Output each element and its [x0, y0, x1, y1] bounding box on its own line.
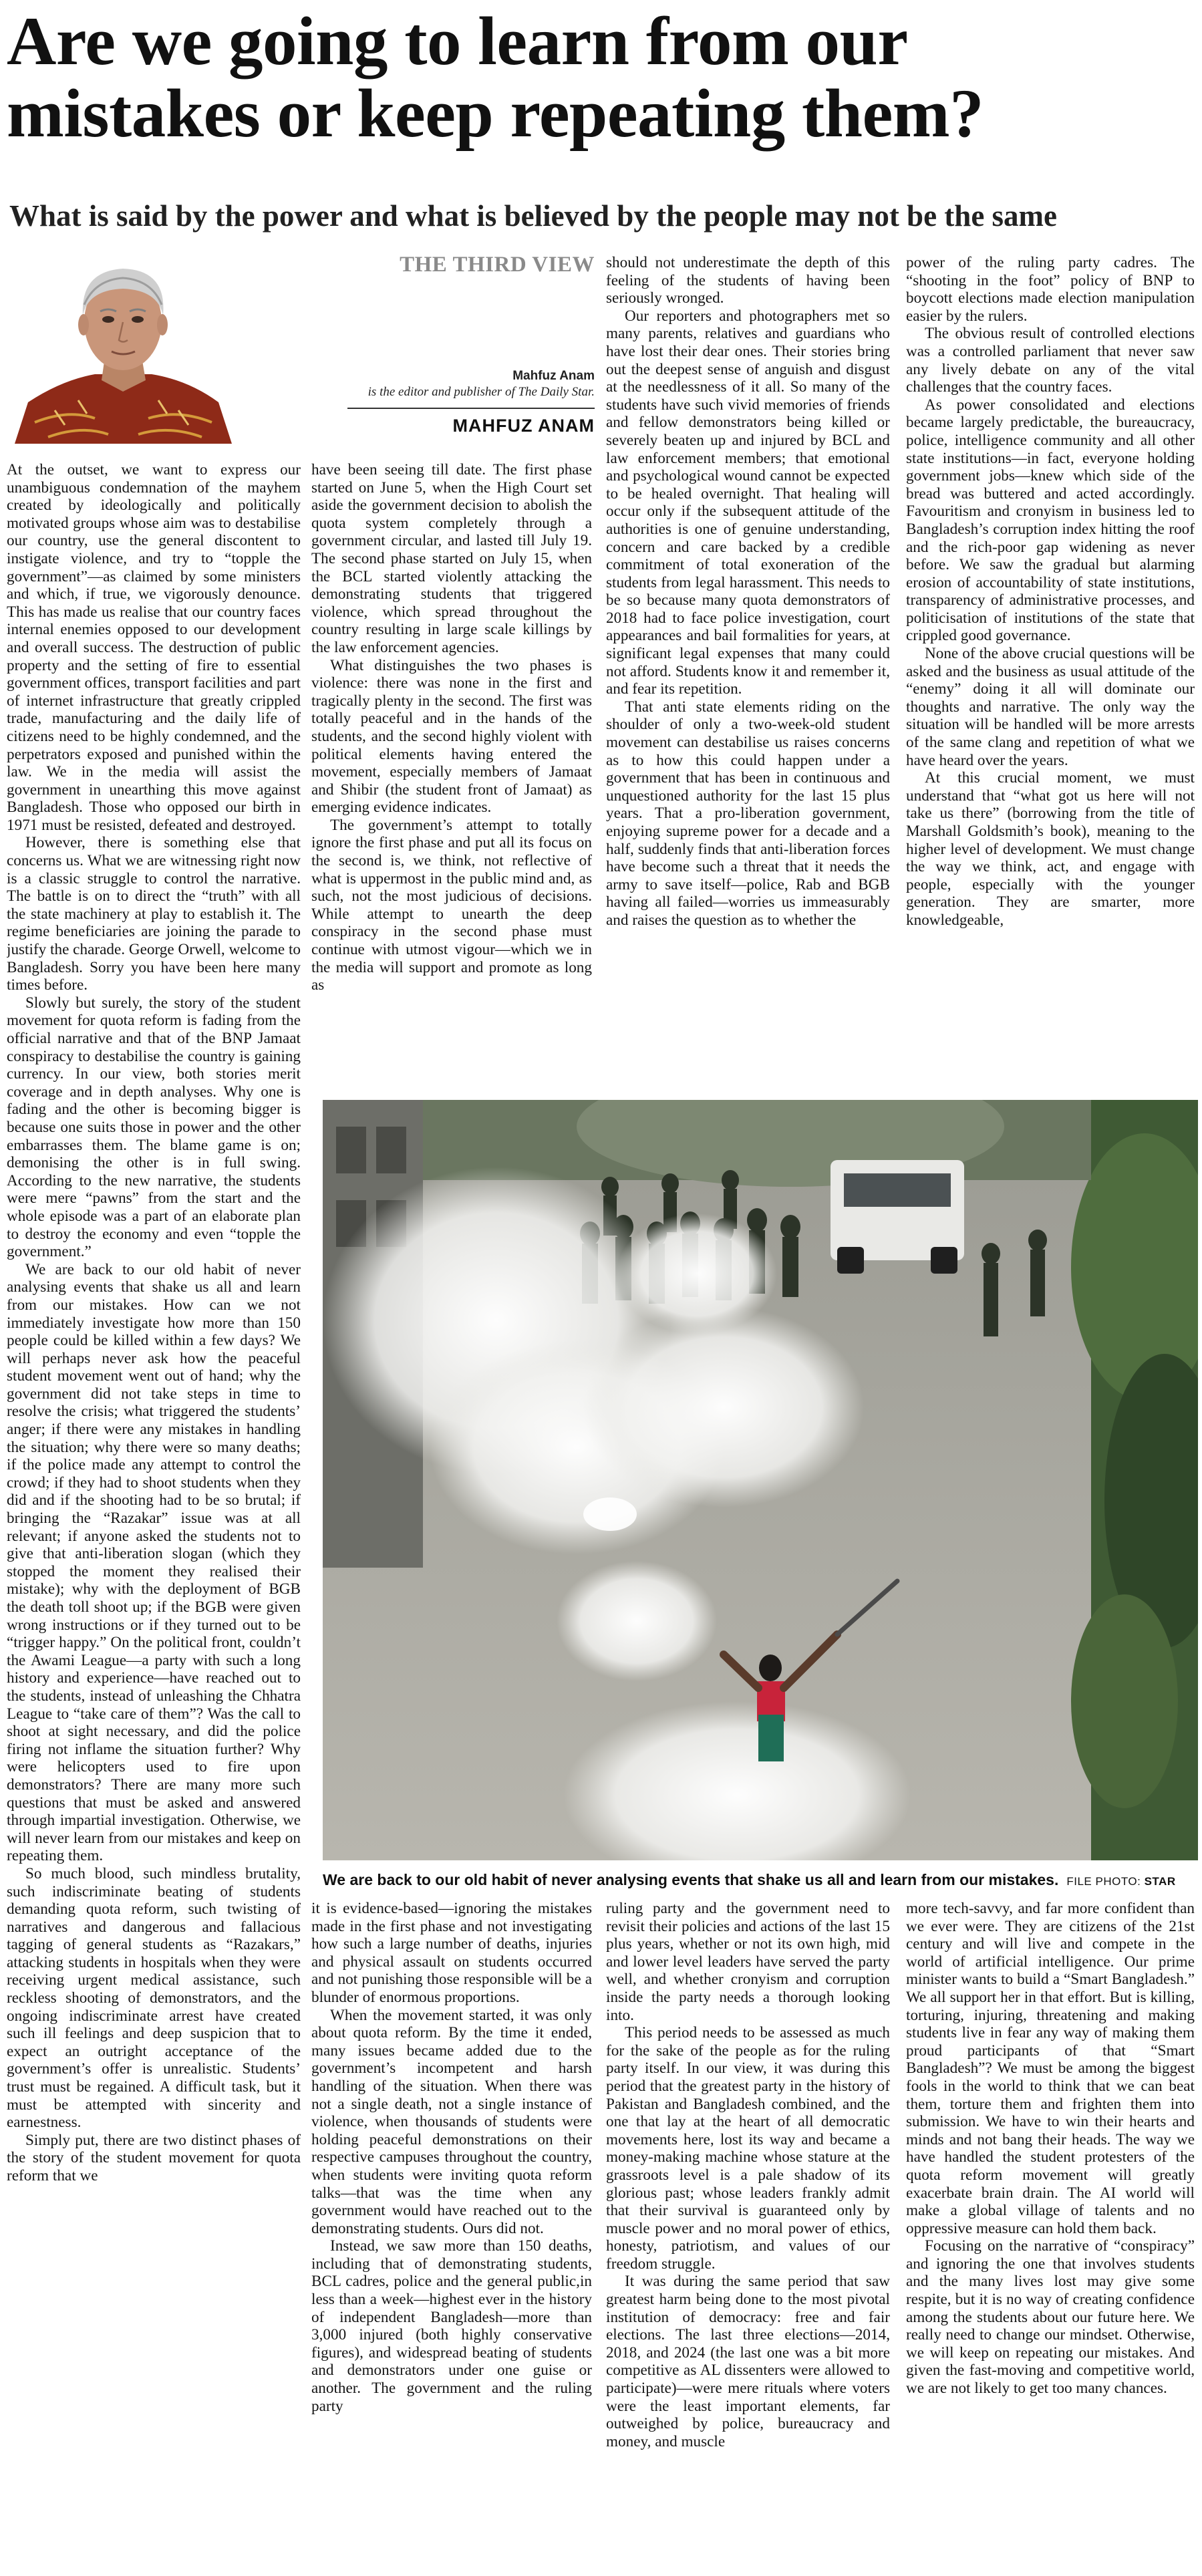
paragraph: ruling party and the government need to revisit their policies and actions of the last 15 plus years, whether or not its own high, mid and lower level leaders have served the party well, and whether cronyism and corruption inside the party needs a thorough looking into.	[606, 1900, 890, 2024]
paragraph: As power consolidated and elections became largely predictable, the bureaucracy, police, intelligence community and all other state institutions—in fact, everyone holding government jobs—knew which side of the bread was buttered and acted accordingly. Favouritism and cronyism in business led to Bangladesh’s corruption index hitting the roof and the rich-poor gap widening as never before. We saw the gradual but alarming erosion of accountability of state institutions, transparency of administrative processes, and politicisation of institutions of the state that crippled good governance.	[906, 396, 1195, 645]
paragraph: That anti state elements riding on the shoulder of only a two-week-old student movement can destabilise us raises concerns as to how this could happen under a government that has been in continuous and unquestioned authority for the last 15 plus years. That a pro-liberation government, enjoying supreme power for a decade and a half, suddenly finds that anti-liberation forces have become such a threat that it needs the army to save itself—police, Rab and BGB having all failed—worries us immeasurably and raises the question as to whether the	[606, 698, 890, 929]
article-column-7	[906, 1900, 1195, 2571]
article-column-3	[606, 254, 890, 1096]
article-column-1	[7, 461, 301, 2571]
paragraph: Instead, we saw more than 150 deaths, including that of demonstrating students, BCL cadres, police and the general public,in less than a week—highest ever in the history of independent Bangladesh—more than 3,000 injured (both highly conservative figures), and widespread beating of students and demonstrators under one guise or another. The government and the ruling party	[311, 2237, 592, 2415]
headline-line-2: mistakes or keep repeating them?	[7, 76, 984, 152]
article-column-2	[311, 461, 592, 1096]
paragraph: However, there is something else that concerns us. What we are witnessing right now is a classic struggle to control the narrative. The battle is on to direct the “truth” with all the state machinery at play to establish it. The regime beneficiaries are joining the parade to justify the charade. George Orwell, welcome to Bangladesh. Sorry you have been here many times before.	[7, 834, 301, 994]
byline-divider	[347, 408, 595, 409]
paragraph: We are back to our old habit of never analysing events that shake us all and learn from our mistakes. How can we not immediately investigate how more than 150 people could be killed within a few days? We will perhaps never ask how the peaceful student movement went out of hand; why the government did not take steps in time to resolve the crisis; what triggered the students’ anger; if there were any mistakes in handling the situation; why there were so many deaths; if the police made any attempt to control the crowd; if they had to shoot students when they did and if the shooting had to be so brutal; if bringing the “Razakar” issue was at all relevant; if anyone asked the students not to give that anti-liberation slogan (which they stopped the moment they realised their mistake); why with the deployment of BGB the death toll shoot up; if the BGB were given wrong instructions or if they turned out to be “trigger happy.” On the political front, couldn’t the Awami League—a party with such a long history and experience—have reached out to the students, instead of unleashing the Chhatra League to “take care of them”? Was the call to shoot at sight necessary, and did the police firing not inflame the situation further? Why were helicopters used to fire upon demonstrators? There are many more such questions that must be asked and answered through impartial investigation. Otherwise, we will never learn from our mistakes and keep on repeating them.	[7, 1260, 301, 1865]
paragraph: Our reporters and photographers met so many parents, relatives and guardians who have lost their dear ones. Their stories bring out the deepest sense of anguish and disgust at the needlessness of it all. So many of the students have such vivid memories of friends and fellow demonstrators being killed or severely beaten up and injured by BCL and law enforcement members; that emotional and psychological wound cannot be expected to be healed overnight. That healing will occur only if the subsequent attitude of the authorities is one of genuine understanding, concern and care backed by a credible commitment of total exoneration of the students from legal harassment. This needs to be so because many quota demonstrators of 2018 had to face police investigation, court appearances and bail formalities for years, at significant legal expenses that many could not afford. Students know it and remember it, and fear its repetition.	[606, 307, 890, 698]
article-column-6	[606, 1900, 890, 2571]
photo-credit	[1066, 1875, 1175, 1888]
paragraph: What distinguishes the two phases is violence: there was none in the first and tragically plenty in the second. The first was totally peaceful and in the hands of the students, and the second highly violent with political elements having entered the movement, especially members of Jamaat and Shibir (the student front of Jamaat) as emerging evidence indicates.	[311, 656, 592, 817]
paragraph: This period needs to be assessed as much for the sake of the people as for the ruling party itself. In our view, it was during this period that the greatest party in the history of Pakistan and Bangladesh combined, and the one that lay at the heart of all democratic movements here, lost its way and became a money-making machine whose stature at the grassroots level is a pale shadow of its glorious past; whose leaders frankly admit that their survival is guaranteed only by muscle power and no moral power of ethics, honesty, patriotism, and values of our freedom struggle.	[606, 2024, 890, 2273]
paragraph: So much blood, such mindless brutality, such indiscriminate beating of students demanding quota reform, such twisting of narratives and dangerous and fallacious tagging of general students as “Razakars,” attacking students in hospitals when they were receiving urgent medical assistance, such reckless shooting of demonstrators, and the ongoing indiscriminate arrest have created such ill feelings and deep suspicion that to expect an outright acceptance of the government’s offer is unrealistic. Students’ trust must be regained. A difficult task, but it must be attempted with sincerity and earnestness.	[7, 1864, 301, 2132]
paragraph: The obvious result of controlled elections was a controlled parliament that never saw any lively debate on any of the vital challenges that the country faces.	[906, 325, 1195, 396]
news-photo-tear-gas-clash	[323, 1100, 1198, 1860]
byline: MAHFUZ ANAM	[452, 416, 595, 436]
photo-credit-prefix: FILE PHOTO:	[1066, 1875, 1141, 1888]
article-column-4	[906, 254, 1195, 1096]
paragraph: it is evidence-based—ignoring the mistakes made in the first phase and not investigating how such a large number of deaths, injuries and physical assault on students occurred and not punishing those responsible will be a blunder of enormous proportions.	[311, 1900, 592, 2006]
author-portrait	[8, 243, 239, 444]
paragraph: power of the ruling party cadres. The “shooting in the foot” policy of BNP to boycott elections made election manipulation easier by the rulers.	[906, 254, 1195, 325]
paragraph: The government’s attempt to totally ignore the first phase and put all its focus on the second is, we think, not reflective of what is uppermost in the public mind and, as such, not the most judicious of decisions. While attempt to unearth the deep conspiracy in the second phase must continue with utmost vigour—which we in the media will support and promote as long as	[311, 816, 592, 994]
paragraph: It was during the same period that saw greatest harm being done to the most pivotal institution of democracy: free and fair elections. The last three elections—2014, 2018, and 2024 (the last one was a bit more competitive as AL dissenters were allowed to participate)—were mere rituals where voters were the least important elements, far outweighed by police, bureaucracy and money, and muscle	[606, 2273, 890, 2450]
paragraph: When the movement started, it was only about quota reform. By the time it ended, many issues became added due to the government’s incompetent and harsh handling of the situation. When there was not a single death, not a single instance of violence, when thousands of students were holding peaceful demonstrations on their respective campuses throughout the country, when students were inviting quota reform talks—that was the time when any government would have reached out to the demonstrating students. Ours did not.	[311, 2006, 592, 2237]
photo-caption	[323, 1871, 1198, 1889]
paragraph: should not underestimate the depth of this feeling of the students of having been seriously wronged.	[606, 254, 890, 307]
headline	[7, 5, 1196, 150]
paragraph: Slowly but surely, the story of the student movement for quota reform is fading from the official narrative and that of the BNP Jamaat conspiracy to destabilise the country is gaining currency. In our view, both stories merit coverage and in depth analyses. Why one is fading and the other is becoming bigger is because one suits those in power and the other embarrasses them. The blame game is on; demonising the other is in full swing. According to the new narrative, the students were mere “pawns” from the start and the whole episode was a part of an elaborate plan to destroy the economy and even “topple the government.”	[7, 994, 301, 1261]
paragraph: have been seeing till date. The first phase started on June 5, when the High Court set aside the government decision to abolish the quota system completely through a government circular, and lasted till July 19. The second phase started on July 15, when the BCL started violently attacking the demonstrating students that triggered violence, which spread throughout the country resulting in large scale killings by the law enforcement agencies.	[311, 461, 592, 656]
paragraph: None of the above crucial questions will be asked and the business as usual attitude of the “enemy” doing it all will dominate our thoughts and narrative. The only way the situation will be handled will be more arrests of the same clang and repetition of what we have heard over the years.	[906, 645, 1195, 769]
column-title: THE THIRD VIEW	[400, 253, 595, 277]
author-bio: is the editor and publisher of The Daily Star.	[367, 385, 595, 399]
paragraph: At this crucial moment, we must understand that “what got us here will not take us there” (borrowing from the title of Marshall Goldsmith’s book), meaning to the higher level of development. We must change the way we think, act, and engage with people, especially with the younger generation. They are smarter, more knowledgeable,	[906, 769, 1195, 929]
photo-caption-text: We are back to our old habit of never analysing events that shake us all and learn from our mistakes.	[323, 1871, 1059, 1888]
paragraph: Focusing on the narrative of “conspiracy” and ignoring the one that involves students and the many lives lost may give some respite, but it is no way of creating confidence among the students about our future here. We really need to change our mindset. Otherwise, we will keep on repeating our mistakes. And given the fast-moving and competitive world, we are not likely to get too many chances.	[906, 2237, 1195, 2398]
headline-line-1: Are we going to learn from our	[7, 3, 908, 80]
paragraph: Simply put, there are two distinct phases of the story of the student movement for quota reform that we	[7, 2131, 301, 2184]
paragraph: more tech-savvy, and far more confident than we ever were. They are citizens of the 21st century and will live and compete in the world of artificial intelligence. Our prime minister wants to build a “Smart Bangladesh.” We all support her in that effort. But is killing, torturing, injuring, threatening and making students live in fear any way of making them proud participants of that “Smart Bangladesh”? We must be among the biggest fools in the world to think that we can beat them, torture them and frighten them into submission. We have to win their hearts and minds and not bang their heads. The way we have handled the student protesters of the quota reform movement will greatly exacerbate brain drain. The AI world will make a global village of talents and no oppressive measure can hold them back.	[906, 1900, 1195, 2237]
paragraph: At the outset, we want to express our unambiguous condemnation of the mayhem created by ideologically and politically motivated groups whose aim was to destabilise our country, use the general discontent to instigate violence, and try to “topple the government”—as claimed by some ministers and which, if true, we vigorously denounce. This has made us realise that our country faces internal enemies opposed to our development and overall success. The destruction of public property and the setting of fire to essential government offices, transport facilities and part of internet infrastructure that greatly crippled trade, manufacturing and the daily life of citizens need to be highly condemned, and the perpetrators exposed and punished within the law. We in the media will assist the government in unearthing this move against Bangladesh. Those who opposed our birth in 1971 must be resisted, defeated and destroyed.	[7, 461, 301, 834]
article-column-5	[311, 1900, 592, 2571]
author-name-short: Mahfuz Anam	[512, 369, 595, 383]
subheadline: What is said by the power and what is believed by the people may not be the same	[9, 199, 1058, 233]
photo-credit-source: STAR	[1144, 1875, 1176, 1888]
